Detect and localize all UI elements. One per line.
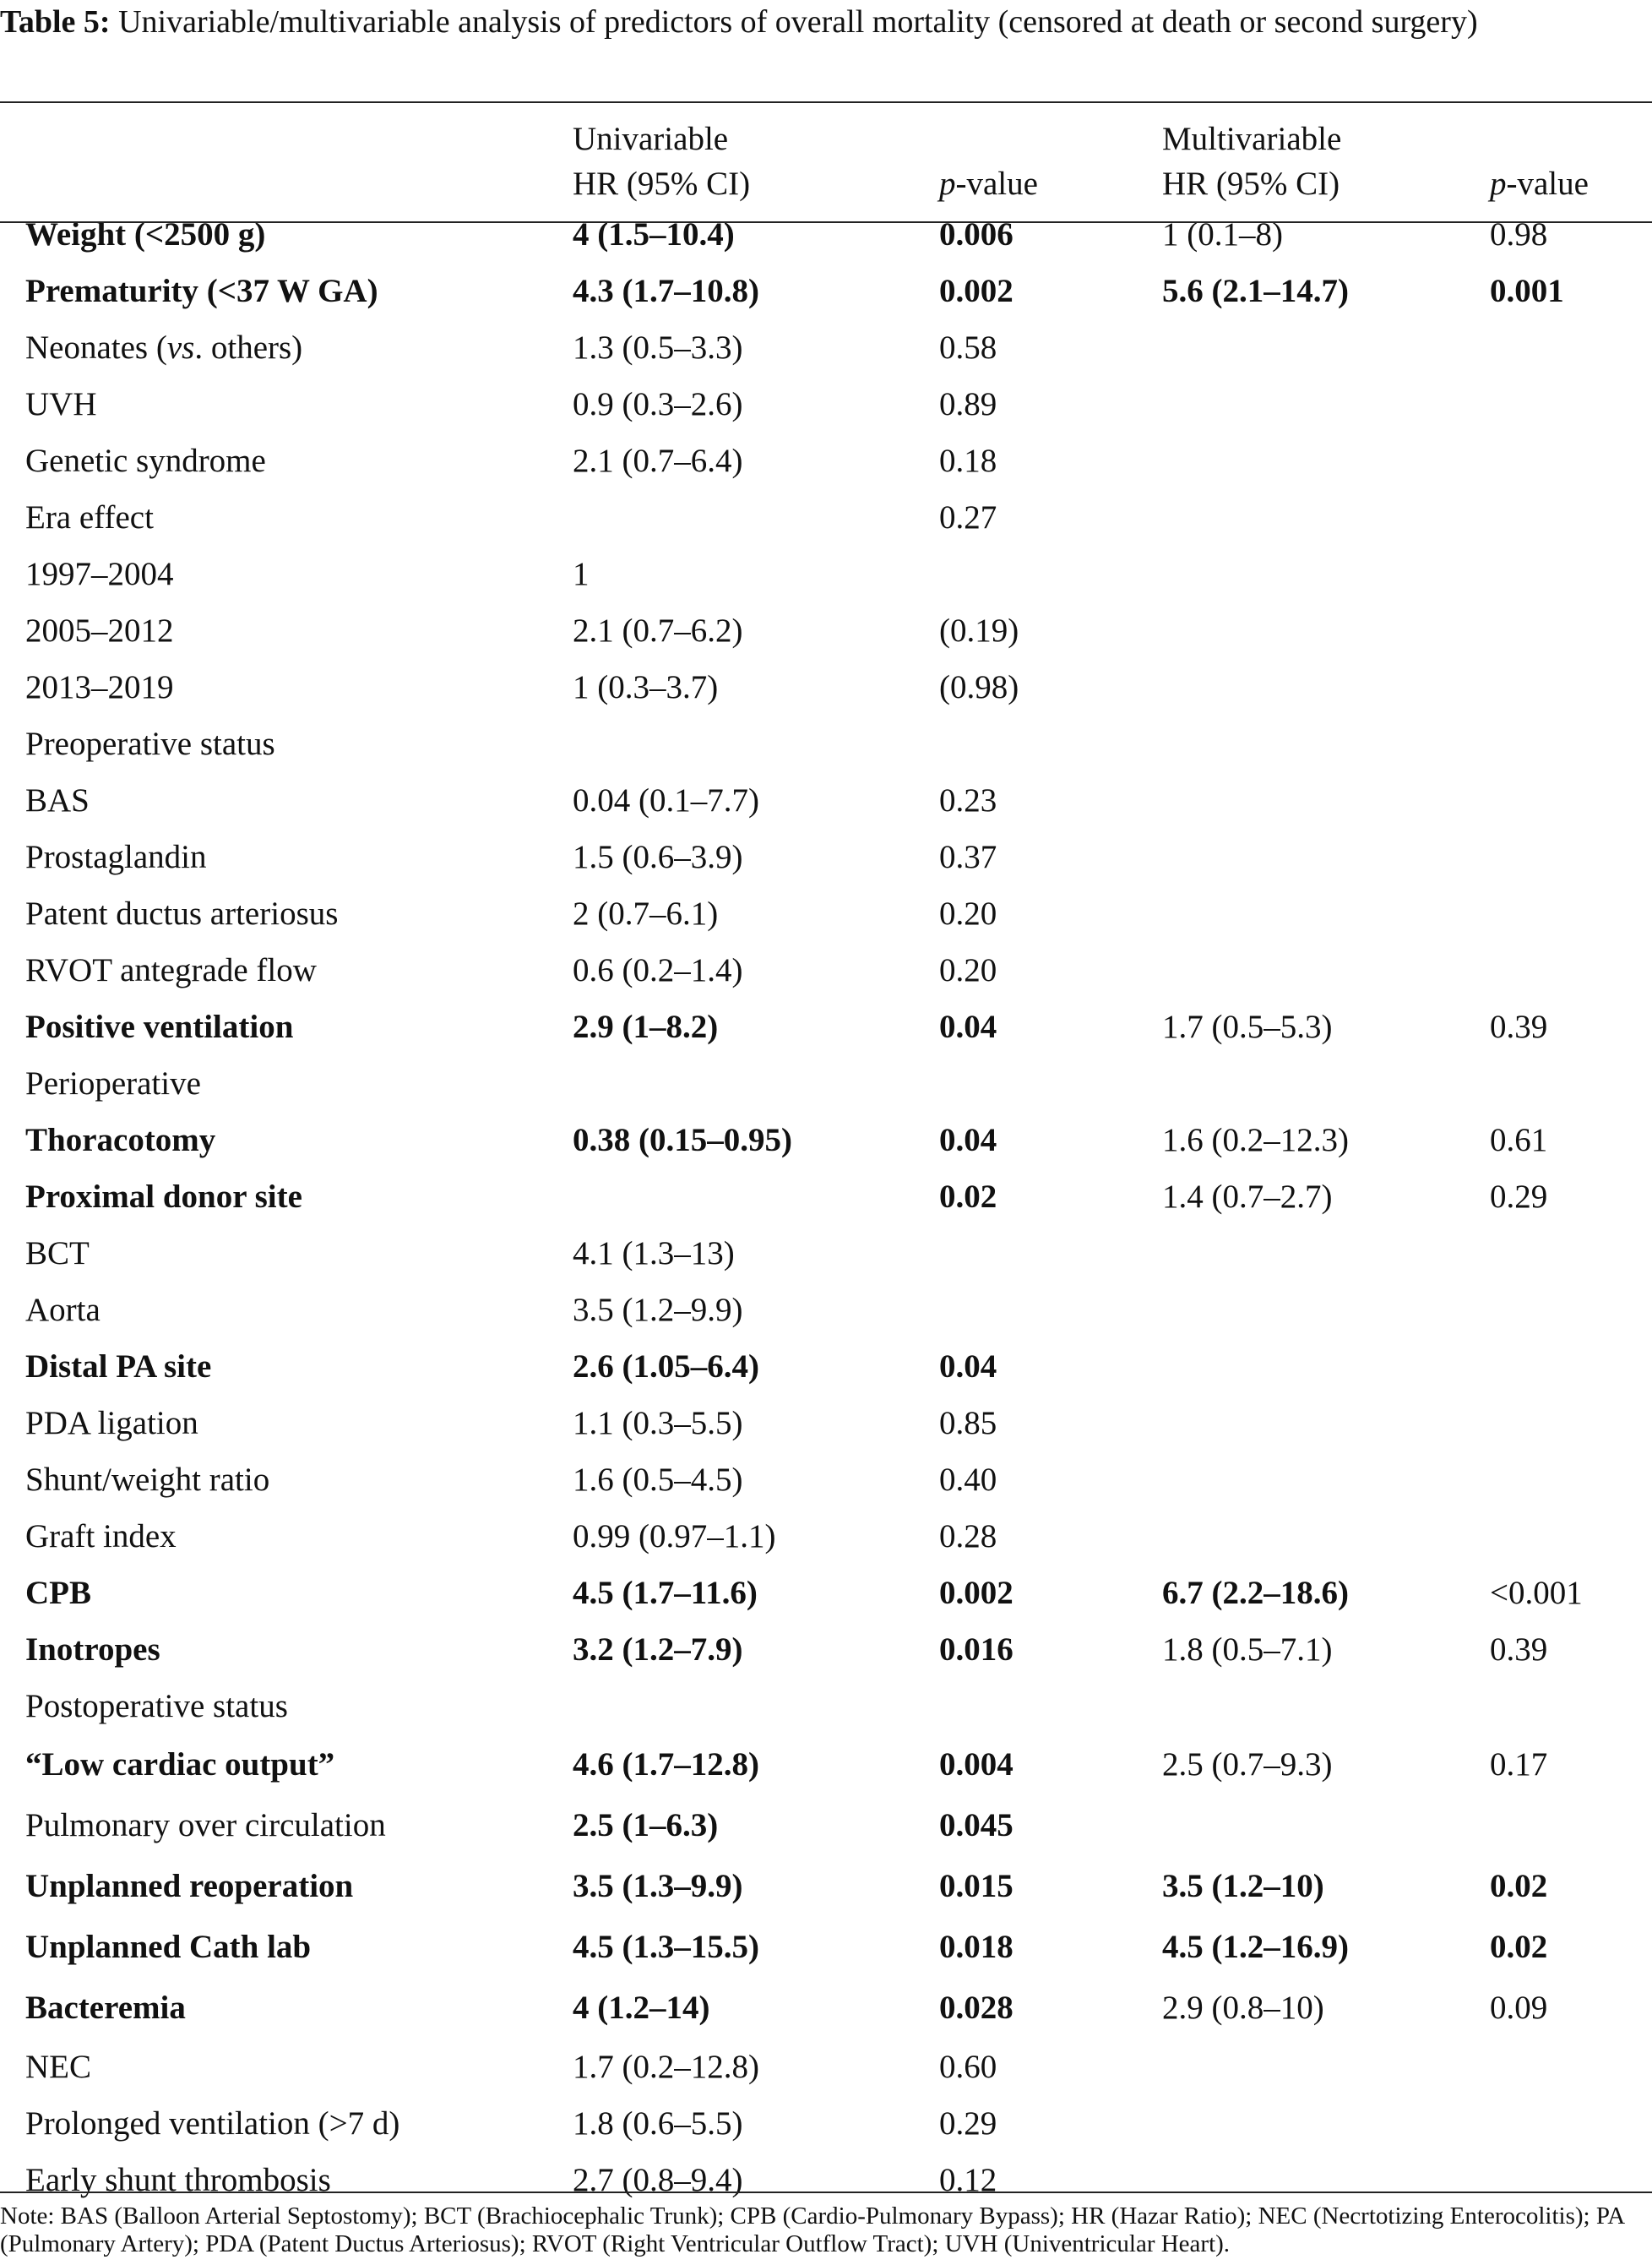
table-row [0,716,1652,772]
cell-variable: Shunt/weight ratio [25,1462,270,1498]
cell-multivariable-p: 0.17 [1490,1746,1548,1783]
cell-variable: Aorta [25,1292,101,1328]
cell-univariable-p: 0.002 [939,273,1013,309]
cell-multivariable-hr [1162,2039,1490,2095]
cell-univariable-hr: 0.38 (0.15–0.95) [573,1122,792,1158]
table-row [0,602,1652,659]
table-row [0,489,1652,546]
cell-univariable-p: 0.04 [939,1009,997,1045]
results-table [0,117,1652,2208]
cell-univariable-p: 0.85 [939,1405,997,1441]
cell-univariable-p [939,1678,1162,1734]
cell-variable: Prematurity (<37 W GA) [25,273,378,309]
table-row [0,546,1652,602]
cell-multivariable-hr [1162,602,1490,659]
table-row [0,1055,1652,1112]
cell-multivariable-hr [1162,885,1490,942]
cell-multivariable-p [1490,1338,1652,1395]
cell-variable: BCT [25,1235,90,1271]
table-row [0,1338,1652,1395]
cell-multivariable-p [1490,1225,1652,1282]
cell-univariable-p: 0.02 [939,1179,997,1215]
cell-multivariable-p [1490,376,1652,433]
cell-multivariable-hr: 1.4 (0.7–2.7) [1162,1179,1333,1215]
table-row [0,1917,1652,1978]
header-univariable-line1: Univariable [573,121,729,157]
cell-multivariable-hr: 1.6 (0.2–12.3) [1162,1122,1349,1158]
cell-univariable-p: 0.018 [939,1929,1013,1965]
cell-multivariable-hr [1162,1395,1490,1451]
cell-univariable-p: 0.20 [939,952,997,988]
table-caption [0,0,1652,44]
cell-univariable-hr [573,489,939,546]
header-p-rest: -value [1506,166,1589,202]
cell-univariable-p: 0.40 [939,1462,997,1498]
cell-multivariable-hr [1162,2095,1490,2152]
top-rule [0,101,1652,103]
cell-univariable-hr: 4.3 (1.7–10.8) [573,273,759,309]
cell-univariable-hr: 4.5 (1.3–15.5) [573,1929,759,1965]
cell-variable: Genetic syndrome [25,443,266,479]
cell-variable: Graft index [25,1518,177,1554]
cell-multivariable-p [1490,2039,1652,2095]
table-row [0,942,1652,999]
cell-univariable-hr: 1.1 (0.3–5.5) [573,1405,743,1441]
header-p-italic: p [1490,166,1507,202]
cell-multivariable-p [1490,1395,1652,1451]
cell-variable: Unplanned Cath lab [25,1929,312,1965]
cell-univariable-p [939,1225,1162,1282]
cell-univariable-hr: 1.5 (0.6–3.9) [573,839,743,875]
cell-univariable-hr: 0.6 (0.2–1.4) [573,952,743,988]
header-p-rest: -value [955,166,1038,202]
table-row [0,659,1652,716]
cell-univariable-hr: 1 [573,556,590,592]
cell-multivariable-hr [1162,433,1490,489]
cell-multivariable-p [1490,942,1652,999]
table-row [0,433,1652,489]
cell-univariable-hr: 2.5 (1–6.3) [573,1807,719,1843]
cell-multivariable-hr [1162,1451,1490,1508]
cell-multivariable-p [1490,602,1652,659]
cell-multivariable-p [1490,659,1652,716]
cell-univariable-hr: 1 (0.3–3.7) [573,669,719,705]
cell-multivariable-hr: 2.9 (0.8–10) [1162,1990,1324,2026]
table-row [0,2152,1652,2208]
cell-univariable-p: 0.60 [939,2049,997,2085]
header-variable [0,117,573,206]
cell-multivariable-p [1490,1055,1652,1112]
cell-multivariable-hr [1162,546,1490,602]
table-row [0,1508,1652,1565]
cell-univariable-p: 0.016 [939,1631,1013,1668]
cell-variable: Pulmonary over circulation [25,1807,386,1843]
cell-multivariable-hr [1162,376,1490,433]
table-row [0,2039,1652,2095]
cell-multivariable-hr: 5.6 (2.1–14.7) [1162,273,1349,309]
header-multivariable-line2: HR (95% CI) [1162,166,1340,202]
table-row [0,1678,1652,1734]
cell-univariable-hr: 4 (1.2–14) [573,1990,710,2026]
cell-univariable-hr: 0.99 (0.97–1.1) [573,1518,776,1554]
table-row [0,319,1652,376]
header-multivariable-hr [1162,117,1490,206]
cell-variable: Weight (<2500 g) [25,216,266,253]
cell-variable: Inotropes [25,1631,160,1668]
cell-multivariable-p: 0.98 [1490,216,1548,253]
header-univariable-line2: HR (95% CI) [573,166,751,202]
cell-multivariable-hr [1162,1678,1490,1734]
header-multivariable-line1: Multivariable [1162,121,1342,157]
cell-variable: Unplanned reoperation [25,1868,354,1904]
cell-variable: “Low cardiac output” [25,1746,335,1783]
cell-multivariable-hr: 4.5 (1.2–16.9) [1162,1929,1349,1965]
cell-multivariable-p: 0.29 [1490,1179,1548,1215]
cell-univariable-hr [573,1168,939,1225]
table-row [0,1621,1652,1678]
cell-multivariable-hr [1162,1338,1490,1395]
cell-variable: Positive ventilation [25,1009,294,1045]
cell-univariable-hr: 1.7 (0.2–12.8) [573,2049,759,2085]
cell-univariable-p: 0.27 [939,499,997,536]
header-rule [0,221,1652,223]
cell-univariable-p: (0.19) [939,613,1019,649]
cell-univariable-p [939,1282,1162,1338]
cell-variable: Prostaglandin [25,839,207,875]
cell-univariable-hr: 2.7 (0.8–9.4) [573,2162,743,2198]
cell-univariable-p: 0.04 [939,1348,997,1385]
cell-univariable-hr: 4.1 (1.3–13) [573,1235,735,1271]
cell-multivariable-p [1490,2095,1652,2152]
cell-variable: Proximal donor site [25,1179,302,1215]
cell-multivariable-p [1490,319,1652,376]
cell-univariable-p: 0.58 [939,329,997,366]
table-row [0,1856,1652,1917]
cell-multivariable-hr: 1.7 (0.5–5.3) [1162,1009,1333,1045]
cell-univariable-p: 0.28 [939,1518,997,1554]
table-row [0,263,1652,319]
cell-univariable-hr: 2 (0.7–6.1) [573,896,719,932]
cell-univariable-p: 0.37 [939,839,997,875]
cell-multivariable-hr [1162,1055,1490,1112]
header-univariable-p [939,117,1162,206]
table-row [0,206,1652,263]
cell-univariable-hr: 2.9 (1–8.2) [573,1009,719,1045]
table-row [0,1978,1652,2039]
cell-univariable-p [939,546,1162,602]
cell-variable-text: . others) [194,329,303,366]
cell-variable: Patent ductus arteriosus [25,896,339,932]
table-caption-text: Univariable/multivariable analysis of predictors of overall mortality (censored at death or second surgery) [118,4,1478,40]
cell-multivariable-hr [1162,1508,1490,1565]
header-multivariable-p [1490,117,1652,206]
cell-variable: NEC [25,2049,91,2085]
cell-univariable-p: 0.12 [939,2162,997,2198]
cell-multivariable-hr [1162,1795,1490,1856]
cell-variable: Early shunt thrombosis [25,2162,331,2198]
cell-univariable-hr: 3.2 (1.2–7.9) [573,1631,743,1668]
cell-univariable-p: 0.006 [939,216,1013,253]
cell-variable: CPB [25,1575,91,1611]
table-row [0,1451,1652,1508]
cell-variable: Distal PA site [25,1348,212,1385]
cell-multivariable-p [1490,829,1652,885]
table-row [0,1734,1652,1795]
cell-univariable-hr: 2.1 (0.7–6.2) [573,613,743,649]
cell-multivariable-p [1490,772,1652,829]
cell-multivariable-p: 0.61 [1490,1122,1548,1158]
cell-variable: 2013–2019 [25,669,174,705]
header-p-italic: p [939,166,956,202]
table-body [0,206,1652,2208]
cell-variable: Thoracotomy [25,1122,216,1158]
cell-multivariable-p [1490,2152,1652,2208]
cell-multivariable-p: 0.39 [1490,1009,1548,1045]
cell-univariable-p: (0.98) [939,669,1019,705]
cell-variable: Preoperative status [25,726,275,762]
cell-univariable-p: 0.028 [939,1990,1013,2026]
cell-univariable-hr: 1.8 (0.6–5.5) [573,2105,743,2142]
cell-univariable-p: 0.04 [939,1122,997,1158]
cell-univariable-p: 0.002 [939,1575,1013,1611]
cell-univariable-p [939,1055,1162,1112]
cell-multivariable-hr [1162,319,1490,376]
cell-variable: RVOT antegrade flow [25,952,317,988]
cell-multivariable-p: 0.001 [1490,273,1564,309]
table-row [0,1225,1652,1282]
cell-multivariable-p [1490,433,1652,489]
table-row [0,1168,1652,1225]
bottom-rule [0,2191,1652,2193]
cell-multivariable-hr [1162,716,1490,772]
cell-univariable-hr: 4 (1.5–10.4) [573,216,735,253]
cell-univariable-p: 0.20 [939,896,997,932]
cell-univariable-hr [573,1678,939,1734]
cell-variable-text: Neonates ( [25,329,167,366]
cell-multivariable-hr: 6.7 (2.2–18.6) [1162,1575,1349,1611]
cell-multivariable-p [1490,716,1652,772]
table-row [0,1282,1652,1338]
cell-variable: Bacteremia [25,1990,186,2026]
cell-multivariable-hr [1162,659,1490,716]
cell-multivariable-hr: 1 (0.1–8) [1162,216,1283,253]
table-caption-label: Table 5: [0,4,111,40]
cell-multivariable-p: 0.09 [1490,1990,1548,2026]
cell-multivariable-p [1490,489,1652,546]
cell-univariable-hr: 0.9 (0.3–2.6) [573,386,743,422]
cell-variable: Prolonged ventilation (>7 d) [25,2105,400,2142]
cell-multivariable-p [1490,1508,1652,1565]
header-univariable-hr [573,117,939,206]
cell-multivariable-p: <0.001 [1490,1575,1583,1611]
cell-multivariable-p: 0.02 [1490,1929,1548,1965]
cell-univariable-hr: 1.3 (0.5–3.3) [573,329,743,366]
cell-multivariable-hr [1162,942,1490,999]
cell-variable: 2005–2012 [25,613,174,649]
cell-variable: Postoperative status [25,1688,288,1724]
table-footnote: Note: BAS (Balloon Arterial Septostomy); BCT (Brachiocephalic Trunk); CPB (Cardio-Pulmonary Bypass); HR (Hazar Ratio); NEC (Necrtotizing Enterocolitis); PA (Pulmonary Artery); PDA (Patent Ductus Arteriosus); RVOT (Right Ventricular Outflow Tract); UVH (Univentricular Heart). [0,2202,1624,2257]
table-row [0,1565,1652,1621]
cell-univariable-p: 0.004 [939,1746,1013,1783]
cell-univariable-hr: 4.6 (1.7–12.8) [573,1746,759,1783]
cell-univariable-hr: 3.5 (1.2–9.9) [573,1292,743,1328]
cell-univariable-hr: 2.6 (1.05–6.4) [573,1348,759,1385]
cell-variable-italic: vs [166,329,195,366]
cell-univariable-p: 0.23 [939,782,997,819]
cell-multivariable-hr [1162,829,1490,885]
cell-multivariable-p [1490,1678,1652,1734]
cell-multivariable-hr [1162,772,1490,829]
cell-univariable-p: 0.015 [939,1868,1013,1904]
cell-multivariable-hr [1162,1225,1490,1282]
table-row [0,1795,1652,1856]
cell-univariable-p: 0.29 [939,2105,997,2142]
cell-univariable-p: 0.89 [939,386,997,422]
table-row [0,829,1652,885]
cell-multivariable-hr [1162,1282,1490,1338]
cell-variable: UVH [25,386,97,422]
cell-variable: Era effect [25,499,154,536]
cell-univariable-hr: 4.5 (1.7–11.6) [573,1575,758,1611]
cell-univariable-p: 0.045 [939,1807,1013,1843]
header-row [0,117,1652,206]
cell-multivariable-hr: 1.8 (0.5–7.1) [1162,1631,1333,1668]
table-row [0,772,1652,829]
cell-univariable-hr: 0.04 (0.1–7.7) [573,782,759,819]
cell-multivariable-p [1490,1451,1652,1508]
table-row [0,1112,1652,1168]
cell-multivariable-hr [1162,489,1490,546]
cell-variable: BAS [25,782,90,819]
cell-multivariable-hr [1162,2152,1490,2208]
cell-multivariable-p [1490,885,1652,942]
table-row [0,376,1652,433]
table-row [0,1395,1652,1451]
cell-univariable-p: 0.18 [939,443,997,479]
cell-variable: 1997–2004 [25,556,174,592]
cell-univariable-hr: 1.6 (0.5–4.5) [573,1462,743,1498]
cell-multivariable-p [1490,546,1652,602]
table-row [0,2095,1652,2152]
cell-univariable-hr: 3.5 (1.3–9.9) [573,1868,743,1904]
cell-multivariable-p [1490,1795,1652,1856]
cell-multivariable-hr: 2.5 (0.7–9.3) [1162,1746,1333,1783]
cell-univariable-p [939,716,1162,772]
cell-variable: PDA ligation [25,1405,198,1441]
cell-multivariable-hr: 3.5 (1.2–10) [1162,1868,1324,1904]
cell-multivariable-p: 0.39 [1490,1631,1548,1668]
cell-variable [0,319,573,376]
cell-variable: Perioperative [25,1065,201,1102]
cell-multivariable-p [1490,1282,1652,1338]
cell-univariable-hr [573,1055,939,1112]
cell-univariable-hr: 2.1 (0.7–6.4) [573,443,743,479]
cell-multivariable-p: 0.02 [1490,1868,1548,1904]
table-row [0,885,1652,942]
cell-univariable-hr [573,716,939,772]
table-row [0,999,1652,1055]
